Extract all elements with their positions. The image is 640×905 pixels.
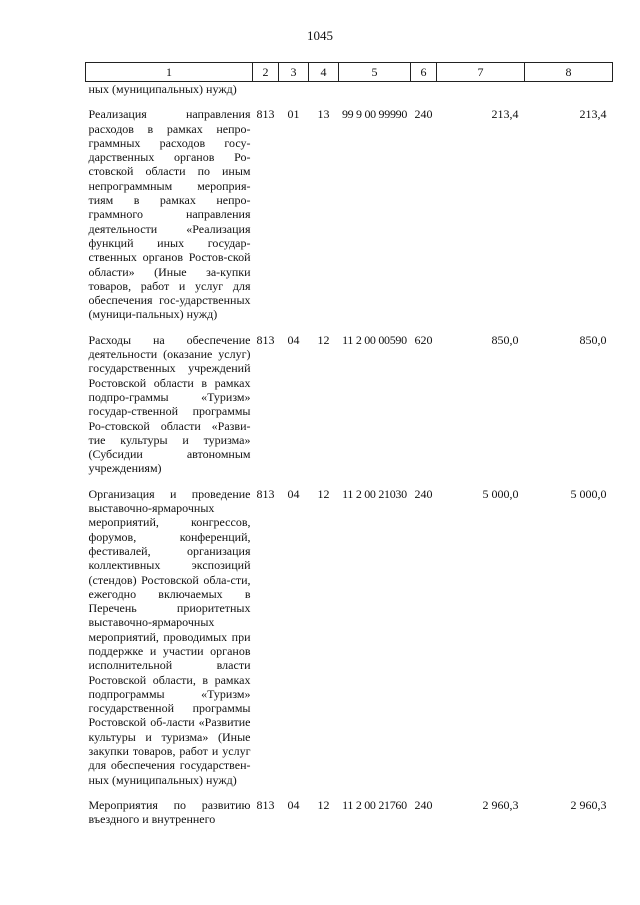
expense-type-code: 620 xyxy=(414,332,433,347)
table-row xyxy=(86,82,613,108)
expense-type-code: 240 xyxy=(414,797,433,812)
target-item-code xyxy=(339,82,411,108)
table-row xyxy=(86,107,613,332)
row-name: Мероприятия по развитию въездного и внутреннего xyxy=(88,797,251,827)
expense-type-code xyxy=(411,82,437,108)
amount-year-1 xyxy=(437,82,525,108)
table-row xyxy=(86,333,613,487)
subsection-code: 12 xyxy=(317,797,330,812)
column-header-5: 5 xyxy=(339,63,411,82)
subsection-code: 12 xyxy=(317,332,330,347)
amount-year-2: 5 000,0 xyxy=(570,486,607,501)
target-item-code: 99 9 00 99990 xyxy=(341,107,408,122)
table-row xyxy=(86,487,613,798)
amount-year-2: 850,0 xyxy=(579,332,607,347)
amount-year-1: 213,4 xyxy=(491,107,519,122)
amount-year-1: 5 000,0 xyxy=(482,486,519,501)
ministry-code: 813 xyxy=(256,797,275,812)
page-number: 1045 xyxy=(307,28,333,43)
column-header-4: 4 xyxy=(309,63,339,82)
budget-table xyxy=(85,62,613,827)
column-header-3: 3 xyxy=(279,63,309,82)
target-item-code: 11 2 00 21760 xyxy=(342,797,407,812)
subsection-code: 13 xyxy=(317,107,330,122)
amount-year-2: 213,4 xyxy=(579,107,607,122)
column-header-8: 8 xyxy=(525,63,613,82)
expense-type-code: 240 xyxy=(414,107,433,122)
section-code: 01 xyxy=(287,107,300,122)
row-name: ных (муниципальных) нужд) xyxy=(88,82,237,96)
column-header-6: 6 xyxy=(411,63,437,82)
table-row xyxy=(86,798,613,827)
expense-type-code: 240 xyxy=(414,486,433,501)
section-code: 04 xyxy=(287,332,300,347)
column-header-7: 7 xyxy=(437,63,525,82)
section-code xyxy=(279,82,309,108)
amount-year-2: 2 960,3 xyxy=(570,797,607,812)
ministry-code: 813 xyxy=(256,332,275,347)
table-header-row xyxy=(86,63,613,82)
amount-year-1: 850,0 xyxy=(491,332,519,347)
section-code: 04 xyxy=(287,486,300,501)
amount-year-1: 2 960,3 xyxy=(482,797,519,812)
subsection-code: 12 xyxy=(317,486,330,501)
column-header-1: 1 xyxy=(86,63,253,82)
column-header-2: 2 xyxy=(253,63,279,82)
subsection-code xyxy=(309,82,339,108)
target-item-code: 11 2 00 00590 xyxy=(342,332,407,347)
row-name: Реализация направления расходов в рамках непро-граммных расходов госу-дарственных органов Ро-стовской области по иным непрограммным мероприя-тиям в рамках непро-граммного направления деятельности «Реализация функций иных государ-ственных органов Ростов-ской области» (Иные за-купки товаров, работ и услуг для обеспечения гос-ударственных (муници-пальных) нужд) xyxy=(88,107,251,322)
section-code: 04 xyxy=(287,797,300,812)
row-name: Организация и проведение выставочно-ярмарочных мероприятий, конгрессов, форумов, конференций, фестивалей, организация коллективных экспозиций (стендов) Ростовской обла-сти, ежегодно включаемых в Перечень приоритетных выставочно-ярмарочных мероприятий, проводимых при поддержке и участии органов исполнительной власти Ростовской области, в рамках подпрограммы «Туризм» государственной программы Ростовской об-ласти «Развитие культуры и туризма» (Иные закупки товаров, работ и услуг для обеспечения государствен-ных (муниципальных) нужд) xyxy=(88,486,251,787)
row-name: Расходы на обеспечение деятельности (оказание услуг) государственных учреждений Ростовской области в рамках подпро-граммы «Туризм» государ-ственной программы Ро-стовской области «Разви-тие культуры и туризма» (Субсидии автономным учреждениям) xyxy=(88,332,251,476)
ministry-code xyxy=(253,82,279,108)
amount-year-2 xyxy=(525,82,613,108)
ministry-code: 813 xyxy=(256,486,275,501)
ministry-code: 813 xyxy=(256,107,275,122)
target-item-code: 11 2 00 21030 xyxy=(342,486,407,501)
